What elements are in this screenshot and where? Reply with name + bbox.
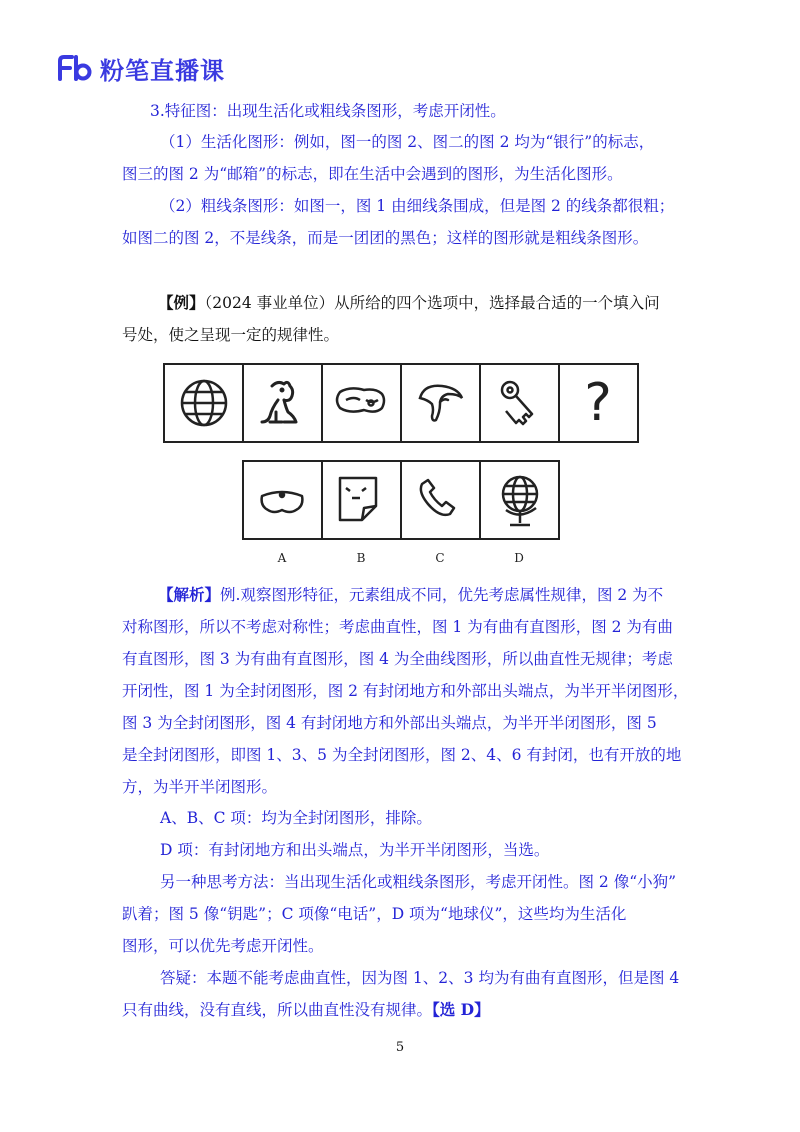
qa-line-1: 答疑：本题不能考虑曲直性，因为图 1、2、3 均为有曲有直图形，但是图 4 [160, 969, 680, 987]
option-b-icon [340, 478, 376, 520]
option-label-c: C [435, 551, 445, 565]
globe-icon [182, 381, 226, 425]
item2-line2: 如图二的图 2，不是线条，而是一团团的黑色；这样的图形就是粗线条图形。 [122, 229, 649, 247]
item1-line2: 图三的图 2 为“邮箱”的标志，即在生活中会遇到的图形，为生活化图形。 [122, 165, 623, 183]
option-label-d: D [514, 551, 524, 565]
example-line2: 号处，使之呈现一定的规律性。 [122, 326, 340, 344]
answer-tag: 【选 D】 [432, 1000, 490, 1019]
analysis-line-1: 【解析】例.观察图形特征，元素组成不同，优先考虑属性规律，图 2 为不 [158, 585, 664, 604]
curve-shape-icon [420, 386, 462, 421]
option-a-icon [262, 492, 303, 512]
page-number: 5 [395, 1040, 405, 1055]
example-line1-rest: （2024 事业单位）从所给的四个选项中，选择最合适的一个填入问 [204, 294, 660, 312]
question-mark: ? [584, 373, 612, 433]
dog-icon [262, 382, 296, 422]
item2-line1: （2）粗线条图形：如图一，图 1 由细线条围成，但是图 2 的线条都很粗； [160, 197, 675, 215]
alt-line-3: 图形，可以优先考虑开闭性。 [122, 937, 324, 955]
item1-line1: （1）生活化图形：例如，图一的图 2、图二的图 2 均为“银行”的标志， [160, 133, 655, 151]
option-abc-line: A、B、C 项：均为全封闭图形，排除。 [160, 809, 432, 827]
key-icon [502, 382, 532, 424]
option-d-icon [503, 477, 537, 525]
analysis-line-3: 有直图形，图 3 为有曲有直图形，图 4 为全曲线图形，所以曲直性无规律；考虑 [122, 650, 673, 668]
section-title: 3.特征图：出现生活化或粗线条图形，考虑开闭性。 [150, 102, 506, 120]
option-label-b: B [356, 551, 366, 565]
analysis-line-7: 方，为半开半闭图形。 [122, 778, 278, 796]
analysis-line-2: 对称图形，所以不考虑对称性；考虑曲直性，图 1 为有曲有直图形，图 2 为有曲 [122, 618, 673, 636]
option-d-line: D 项：有封闭地方和出头端点，为半开半闭图形，当选。 [160, 841, 550, 859]
option-c-icon [421, 480, 454, 515]
option-label-a: A [277, 551, 287, 565]
goggles-icon [337, 388, 384, 411]
analysis-line-4: 开闭性，图 1 为全封闭图形，图 2 有封闭地方和外部出头端点，为半开半闭图形， [122, 682, 689, 700]
analysis-line-6: 是全封闭图形，即图 1、3、5 为全封闭图形，图 2、4、6 有封闭，也有开放的地 [122, 746, 682, 764]
alt-line-1: 另一种思考方法：当出现生活化或粗线条图形，考虑开闭性。图 2 像“小狗” [160, 873, 677, 891]
brand-name: 粉笔直播课 [100, 56, 225, 85]
alt-line-2: 趴着；图 5 像“钥匙”；C 项像“电话”，D 项为“地球仪”，这些均为生活化 [122, 905, 627, 923]
qa-line-2: 只有曲线，没有直线，所以曲直性没有规律。【选 D】 [122, 1000, 490, 1019]
example-tag: 【例】 [158, 293, 205, 312]
analysis-tag: 【解析】 [158, 585, 221, 604]
analysis-line-5: 图 3 为全封闭图形，图 4 有封闭地方和外部出头端点，为半开半闭图形，图 5 [122, 714, 657, 732]
